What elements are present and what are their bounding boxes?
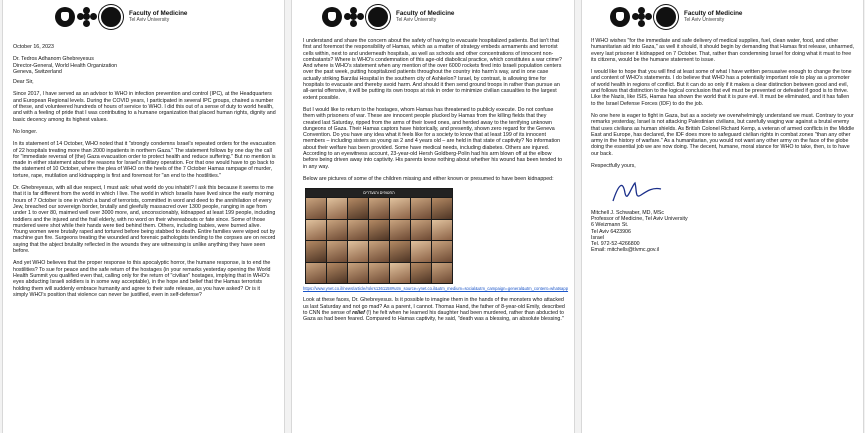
child-photo — [369, 198, 389, 219]
university-name: Tel Aviv University — [129, 17, 170, 23]
faculty-name: Faculty of Medicine — [684, 10, 743, 17]
signer-city: Tel Aviv 6423906 — [591, 228, 631, 235]
child-photo — [432, 198, 452, 219]
child-photo — [411, 220, 431, 241]
letter-body — [591, 38, 855, 254]
paragraph: If WHO wishes "for the immediate and safe delivery of medical supplies, fuel, clean water, food, and other humanitarian aid into Gaza," as well it should, it should begin by demanding that Hamas first release, unharmed, every last prisoner it kidnapped on 7 October. That, rather than condemning Israel for doing what it must to free its citizens, would be the humane statement to issue. — [591, 38, 855, 63]
recipient-title: Director-General, World Health Organization — [13, 62, 118, 69]
child-photo — [390, 198, 410, 219]
paragraph: I would like to hope that you will find at least some of what I have written persuasive enough to change the tone and content of WHO's statements. I do believe that WHO has a potentially important role to play as a promoter of world health in regions of conflict. But it can do so only if it makes a clear distinction between good and evil, and follows that distinction to the logical conclusion that evil must be prevented or defeated if good is to thrive. Like the Nazis, like ISIS, Hamas has shown the world that it is pure evil. It must be eliminated, and it has fallen to the Israel Defense Forces (IDF) to do the job. — [591, 69, 852, 107]
child-photo — [432, 241, 452, 262]
child-photo — [432, 220, 452, 241]
signer-title: Professor of Medicine, Tel Aviv University — [591, 215, 688, 222]
child-photo — [348, 220, 368, 241]
paragraph: No longer. — [13, 128, 38, 135]
missing-children-photo-grid — [305, 188, 453, 284]
child-photo — [411, 241, 431, 262]
letter-page-3 — [581, 0, 864, 433]
emphasis-relief: relief — [352, 310, 365, 317]
faculty-name: Faculty of Medicine — [129, 10, 188, 17]
child-photo — [348, 241, 368, 262]
child-photo — [411, 198, 431, 219]
child-photo — [306, 220, 326, 241]
child-photo — [327, 241, 347, 262]
signature-icon — [605, 177, 665, 205]
paragraph: And yet WHO believes that the proper response to this apocalyptic horror, the humane response, is to end the hostilities? To sue for peace and the safe return of the hostages (in your remarks yesterday opening the World Health Summit you qualified even that, calling only for the return of "civilian" hostages, implying that in WHO's eyes abducting Israeli soldiers is in some way acceptable), in the hope and belief that the Hamas terrorists holding them will suddenly embrace humanity and agree to their safe release, as you have asked? Or is it simply WHO's position that violence can never be justified, even in self-defense? — [13, 260, 271, 298]
child-photo — [327, 220, 347, 241]
child-photo — [348, 263, 368, 284]
paragraph: Look at these faces, Dr. Ghebreyesus. Is it possible to imagine them in the hands of the monsters who attacked us last Saturday and not go mad? As a parent, I cannot. Thomas Hand, the father of 8-year-old Emily, described to CNN the sense of relief (!) he felt when he learned his daughter had been murdered, rather than abducted to Gaza as had been feared. Compared to Hamas captivity, he said, "death was a blessing, an absolute blessing." — [303, 297, 565, 323]
paragraph: In its statement of 14 October, WHO noted that it "strongly condemns Israel's repeated orders for the evacuation of 22 hospitals treating more than 2000 inpatients in northern Gaza." The statement follows by one day the call for "immediate reversal of (the) Gaza evacuation order to protect health and reduce suffering." But no mention is made in either statement about the reasons for Israel's military operation. For that one would have to go back to the statement of 10 October, where the plea of WHO on the heels of the 7 October Hamas rampage of murder, torture, rape, mutilation and kidnapping is first and foremost for "an end to the hostilities." — [13, 141, 276, 179]
paragraph: Dr. Ghebreyesus, with all due respect, I must ask: what world do you inhabit? I ask this because it seems to me that it is far different from the world in which I live. The world in which Israelis have lived since the early morning hours of 7 October is one in which a band of terrorists, committed in word and deed to the annihilation of every Jew, breached our sovereign border, brutally and gleefully massacred over 1300 people, ranging in age from under 1 to over 80, maimed well over 3000 more, and, unconscionably, kidnapped at least 199 people, including toddlers and the injured and the frail elderly, with no word on their whereabouts or fate since. Some of those murdered were shot while their hands were tied behind them. Others, including babies, were burned alive. Young women were brutally raped and tortured before being stabbed to death. Entire families were wiped out by machine gun fire. Surgeons treating the wounded and forensic pathologists tending to the corpses are on record saying that the abject brutality reflected in the wounds they are witnessing is unlike anything they have seen before. — [13, 185, 276, 255]
child-photo — [327, 263, 347, 284]
paragraph: But I would like to return to the hostages, whom Hamas has threatened to publicly execute. Do not confuse them with prisoners of war. These are innocent people plucked by Hamas from the killing fields that they created last Saturday, ripped from the arms of their loved ones, and herded away to the terrifying unknown dungeons of Gaza. Their Hamas captors have historically, and presently, shown zero regard for the Geneva Convention. Do you have any idea what it feels like for a society to know that at least 199 of its innocent members – including sisters as young as 2 and 4 years old – are held in that state of captivity? No information about their welfare has been provided. Some have medical needs, including diabetes. Others are injured. According to an eyewitness account, 23-year-old Hersh Goldberg-Polin had his arm blown off at the elbow before being driven away into captivity. His parents know nothing about whether his wound has been tended to in any way. — [303, 106, 563, 170]
child-photo — [369, 220, 389, 241]
paragraph: No one here is eager to fight in Gaza, but as a society we overwhelmingly understand we must. Contrary to your remarks yesterday, Israel is not attacking Palestinian civilians, but carefully waging war against a brutal enemy that uses civilians as human shields. As British Colonel Richard Kemp, a veteran of armed conflicts in the Middle East and Europe, has declared, the IDF does more to safeguard civilian rights in combat zones "than any other army in the history of warfare." As a humanitarian, you would not want any other army on the face of the globe doing the essential job we are now doing. The decent, humane, moral stance for WHO to take, then, is to have our back. — [591, 112, 855, 157]
closing: Respectfully yours, — [591, 163, 636, 170]
recipient-location: Geneva, Switzerland — [13, 68, 62, 75]
university-logo-icon — [322, 7, 342, 27]
child-photo — [306, 241, 326, 262]
university-logo-icon — [610, 7, 630, 27]
child-photo — [411, 263, 431, 284]
university-name: Tel Aviv University — [684, 17, 725, 23]
flower-emblem-icon — [344, 7, 364, 27]
flower-emblem-icon — [77, 7, 97, 27]
university-name: Tel Aviv University — [396, 17, 437, 23]
seal-emblem-icon — [99, 5, 123, 29]
letter-page-1 — [2, 0, 285, 433]
signer-street: 6 Weizmann St. — [591, 222, 629, 229]
child-photo — [306, 263, 326, 284]
seal-emblem-icon — [654, 5, 678, 29]
letter-body — [303, 38, 569, 329]
letter-body — [13, 44, 276, 304]
page-header — [610, 6, 742, 28]
paragraph: I understand and share the concern about the safety of having to evacuate hospitalized patients. But isn't that first and foremost the responsibility of Hamas, which as a matter of strategy embeds armaments and terrorist cells within, next to and underneath hospitals, as well as schools and other concentrations of innocent non-combatants? Where is WHO's condemnation of this age-old diabolical practice, which constitutes a war crime? And where is WHO's statement when any mention of the over 6000 rockets fired into Israeli population centers over the past week, putting hospitalized patients throughout the country into harm's way, and in one case actually striking Barzilai Hospital in the southern city of Ashkelon? Israel, by contrast, is allowing time for hospitals to evacuate and thereby avoid harm. And should it then send ground troops in rather than pursue an all-aerial offensive, it will be putting its own troops at risk in order to minimize civilian casualties to the largest extent possible. — [303, 38, 562, 101]
page-header — [55, 6, 187, 28]
photo-grid-caption: החטופים והנעדרים — [306, 189, 452, 197]
letter-page-2 — [291, 0, 575, 433]
child-photo — [390, 241, 410, 262]
child-photo — [369, 263, 389, 284]
recipient-block — [13, 56, 276, 75]
seal-emblem-icon — [366, 5, 390, 29]
child-photo — [369, 241, 389, 262]
child-photo — [327, 198, 347, 219]
paragraph: Since 2017, I have served as an advisor to WHO in infection prevention and control (IPC), at the Headquarters and European Regional levels. During the COVID years, I participated in several IPC groups, chaired a number of these, and volunteered hundreds of hours of service to WHO. I did this out of a sense of duty to world health, and with a feeling of pride that I was contributing to a humane organization that placed human rights, dignity and basic decency among its highest values. — [13, 91, 276, 123]
signer-email: Email: mitchells@tlvmc.gov.il — [591, 247, 659, 254]
child-photo — [306, 198, 326, 219]
recipient-name: Dr. Tedros Adhanom Ghebreyesus — [13, 56, 94, 63]
salutation: Dear Sir, — [13, 79, 34, 86]
page-header — [322, 6, 454, 28]
signature-block — [591, 210, 855, 254]
source-link[interactable]: https://www.ynet.co.il/news/article/rokrs1361158#utm_source=ynet.co.il&utm_medium=social&utm_campaign=general&utm_content=whatsapp — [303, 286, 569, 292]
flower-emblem-icon — [632, 7, 652, 27]
university-logo-icon — [55, 7, 75, 27]
faculty-name: Faculty of Medicine — [396, 10, 455, 17]
letter-date: October 16, 2023 — [13, 44, 54, 50]
paragraph: Below are pictures of some of the children missing and either known or presumed to have been kidnapped: — [303, 175, 554, 182]
child-photo — [390, 263, 410, 284]
child-photo — [432, 263, 452, 284]
signer-name: Mitchell J. Schwaber, MD, MSc — [591, 209, 664, 216]
signer-phone: Tel. 972-52-4266800 — [591, 241, 640, 248]
child-photo — [348, 198, 368, 219]
child-photo — [390, 220, 410, 241]
signer-country: Israel — [591, 234, 604, 241]
